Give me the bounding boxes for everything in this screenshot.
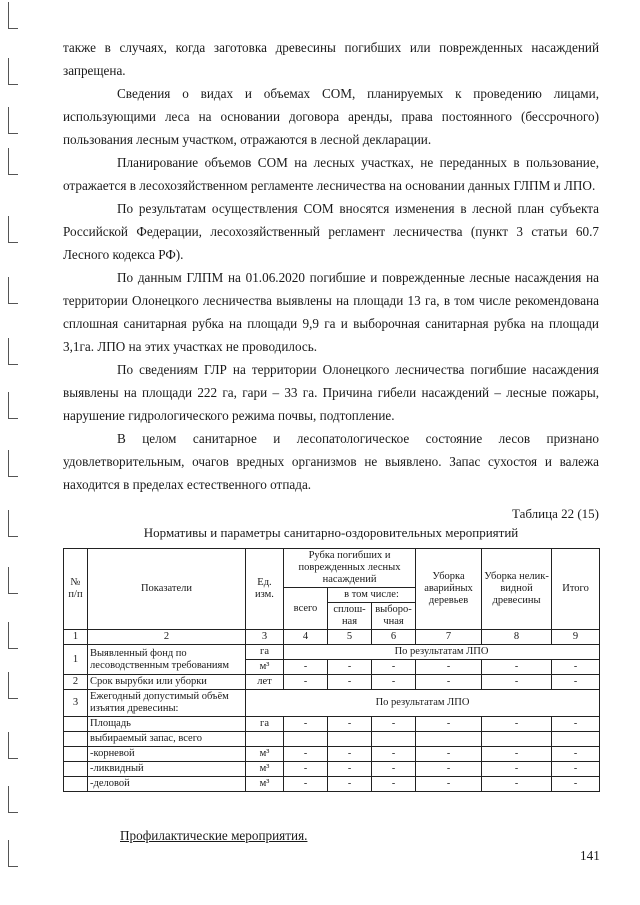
paragraph: Сведения о видах и объемах СОМ, планируемых к проведению лицами, использующими леса на основании договора аренды, права постоянного (бессрочного) пользования лесным участком, отражаются в лесной декларации.	[63, 86, 599, 147]
table-header-row	[64, 549, 600, 588]
sanitary-measures-table	[63, 548, 600, 792]
cell-value: -	[552, 747, 600, 762]
col-number: 8	[482, 630, 552, 645]
binding-mark	[8, 510, 18, 537]
table-row	[64, 732, 600, 747]
col-header-num: № п/п	[64, 549, 88, 630]
row-num	[64, 717, 88, 732]
col-number: 5	[328, 630, 372, 645]
row-unit: га	[246, 645, 284, 660]
paragraph: По данным ГЛПМ на 01.06.2020 погибшие и поврежденные лесные насаждения на территории Олонецкого лесничества выявлены на площади 13 га, в том числе рекомендована сплошная санитарная рубка на площади 9,9 га и выборочная санитарная рубка на площади 3,1га. ЛПО на этих участках не проводилось.	[63, 270, 599, 354]
col-header-clear: сплош-ная	[328, 603, 372, 630]
col-number: 9	[552, 630, 600, 645]
row-unit: м³	[246, 660, 284, 675]
paragraph: По результатам осуществления СОМ вносятся изменения в лесной план субъекта Российской Федерации, лесохозяйственный регламент лесничества (пункт 3 статьи 60.7 Лесного кодекса РФ).	[63, 201, 599, 262]
row-unit: м³	[246, 777, 284, 792]
cell-value: -	[372, 717, 416, 732]
binding-mark	[8, 450, 18, 477]
cell-value: -	[416, 777, 482, 792]
cell-value: -	[552, 660, 600, 675]
row-unit: м³	[246, 762, 284, 777]
cell-value: -	[328, 717, 372, 732]
cell-value: -	[552, 762, 600, 777]
row-num	[64, 732, 88, 747]
binding-mark	[8, 672, 18, 699]
col-header-incl: в том числе:	[328, 588, 416, 603]
cell-value: -	[328, 777, 372, 792]
binding-mark	[8, 107, 18, 134]
cell-value: -	[372, 675, 416, 690]
col-number: 2	[88, 630, 246, 645]
row-num: 2	[64, 675, 88, 690]
paragraph: также в случаях, когда заготовка древесины погибших или поврежденных насаждений запрещена.	[63, 40, 599, 78]
row-unit: м³	[246, 747, 284, 762]
binding-mark	[8, 567, 18, 594]
cell-value: -	[284, 660, 328, 675]
col-header-non-liquid: Уборка нелик-видной древесины	[482, 549, 552, 630]
binding-mark	[8, 58, 18, 85]
cell-value: -	[482, 747, 552, 762]
cell-value: -	[416, 675, 482, 690]
table-row	[64, 645, 600, 660]
binding-marks	[4, 0, 24, 905]
cell-value: -	[482, 675, 552, 690]
row-label: -деловой	[88, 777, 246, 792]
column-number-row	[64, 630, 600, 645]
cell-value	[284, 732, 328, 747]
col-number: 4	[284, 630, 328, 645]
row-label: -ликвидный	[88, 762, 246, 777]
table-row	[64, 777, 600, 792]
binding-mark	[8, 786, 18, 813]
binding-mark	[8, 840, 18, 867]
cell-value: -	[284, 777, 328, 792]
col-header-all: всего	[284, 588, 328, 630]
col-header-unit: Ед. изм.	[246, 549, 284, 630]
row-label: -корневой	[88, 747, 246, 762]
table-row	[64, 762, 600, 777]
cell-value: -	[416, 660, 482, 675]
row-span-value: По результатам ЛПО	[284, 645, 600, 660]
col-number: 6	[372, 630, 416, 645]
binding-mark	[8, 732, 18, 759]
section-heading: Профилактические мероприятия.	[120, 828, 308, 843]
cell-value: -	[328, 747, 372, 762]
cell-value: -	[482, 762, 552, 777]
cell-value	[482, 732, 552, 747]
paragraph: По сведениям ГЛР на территории Олонецкого лесничества погибшие насаждения выявлены на площади 222 га, гари – 33 га. Причина гибели насаждений – лесные пожары, нарушение гидрологического режима почвы, подтопление.	[63, 362, 599, 423]
table-row	[64, 747, 600, 762]
row-unit	[246, 732, 284, 747]
table-number: Таблица 22 (15)	[511, 506, 599, 521]
cell-value: -	[284, 762, 328, 777]
page-content	[63, 36, 599, 792]
cell-value: -	[482, 717, 552, 732]
row-label: Площадь	[88, 717, 246, 732]
paragraph: В целом санитарное и лесопатологическое состояние лесов признано удовлетворительным, очагов вредных организмов не выявлено. Запас сухостоя и валежа находится в пределах естественного отпада.	[63, 431, 599, 492]
binding-mark	[8, 622, 18, 649]
cell-value: -	[372, 762, 416, 777]
row-num: 1	[64, 645, 88, 675]
cell-value: -	[328, 660, 372, 675]
cell-value	[552, 732, 600, 747]
col-header-selective: выборо-чная	[372, 603, 416, 630]
col-header-felling: Рубка погибших и поврежденных лесных насаждений	[284, 549, 416, 588]
cell-value: -	[416, 717, 482, 732]
cell-value	[372, 732, 416, 747]
cell-value: -	[372, 777, 416, 792]
binding-mark	[8, 216, 18, 243]
binding-mark	[8, 392, 18, 419]
page-number: 141	[580, 848, 600, 863]
row-num	[64, 762, 88, 777]
cell-value	[416, 732, 482, 747]
row-label: Ежегодный допустимый объём изъятия древесины:	[88, 690, 246, 717]
col-number: 1	[64, 630, 88, 645]
cell-value: -	[328, 762, 372, 777]
cell-value: -	[482, 777, 552, 792]
table-row	[64, 675, 600, 690]
cell-value: -	[416, 762, 482, 777]
cell-value	[328, 732, 372, 747]
binding-mark	[8, 2, 18, 29]
cell-value: -	[328, 675, 372, 690]
cell-value: -	[482, 660, 552, 675]
row-num	[64, 777, 88, 792]
row-unit: га	[246, 717, 284, 732]
row-num: 3	[64, 690, 88, 717]
binding-mark	[8, 338, 18, 365]
col-header-total: Итого	[552, 549, 600, 630]
col-header-indicators: Показатели	[88, 549, 246, 630]
col-number: 7	[416, 630, 482, 645]
cell-value: -	[552, 777, 600, 792]
cell-value: -	[416, 747, 482, 762]
cell-value: -	[372, 747, 416, 762]
cell-value: -	[552, 717, 600, 732]
row-num	[64, 747, 88, 762]
binding-mark	[8, 277, 18, 304]
table-title: Нормативы и параметры санитарно-оздоровительных мероприятий	[143, 525, 519, 540]
binding-mark	[8, 148, 18, 175]
cell-value: -	[284, 747, 328, 762]
row-label: Выявленный фонд по лесоводственным требованиям	[88, 645, 246, 675]
cell-value: -	[372, 660, 416, 675]
cell-value: -	[284, 717, 328, 732]
col-number: 3	[246, 630, 284, 645]
table-row	[64, 717, 600, 732]
row-label: Срок вырубки или уборки	[88, 675, 246, 690]
row-unit: лет	[246, 675, 284, 690]
row-span-value: По результатам ЛПО	[246, 690, 600, 717]
cell-value: -	[284, 675, 328, 690]
cell-value: -	[552, 675, 600, 690]
row-label: выбираемый запас, всего	[88, 732, 246, 747]
paragraph: Планирование объемов СОМ на лесных участках, не переданных в пользование, отражается в лесохозяйственном регламенте лесничества на основании данных ГЛПМ и ЛПО.	[63, 155, 599, 193]
table-row	[64, 690, 600, 717]
col-header-emergency-trees: Уборка аварийных деревьев	[416, 549, 482, 630]
